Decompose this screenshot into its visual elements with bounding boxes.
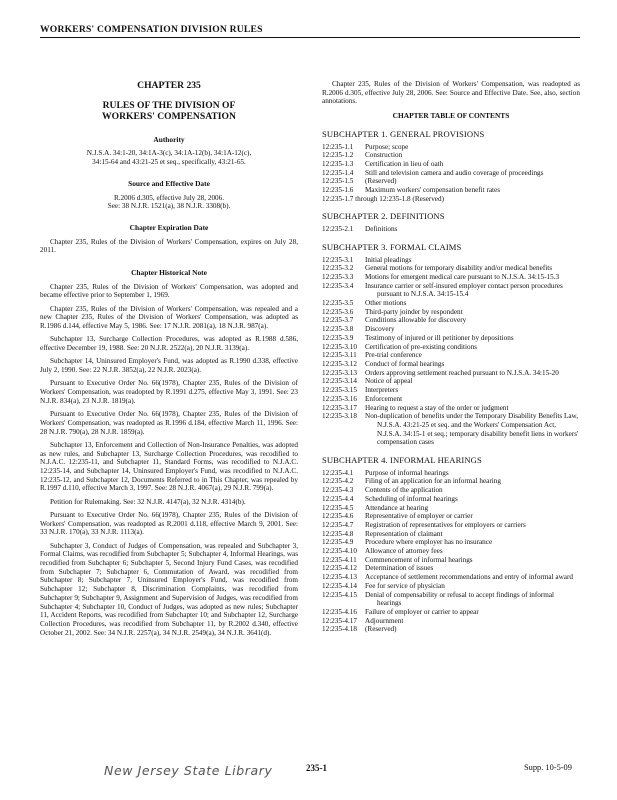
toc-entry [322, 225, 580, 234]
toc-entry [322, 334, 580, 343]
section-title: Hearing to request a stay of the order or judgment [365, 403, 509, 412]
toc-entry [322, 264, 580, 273]
toc-entry [322, 177, 580, 186]
section-number: 12:235-4.7 [322, 520, 354, 529]
section-number: 12:235-4.3 [322, 486, 354, 495]
section-number: 12:235-2.1 [322, 225, 354, 234]
source-line1: R.2006 d.305, effective July 28, 2006. [113, 193, 225, 202]
toc-entry [322, 143, 580, 152]
page-number: 235-1 [306, 763, 327, 773]
history-note: Pursuant to Executive Order No. 66(1978), Chapter 235, Rules of the Division of Workers' Compensation, was readopted as R.2001 d.118, effective March 9, 2001. See: 33 N.J.R. 170(a), 33 N.J.R. 1113(a). [40, 510, 298, 537]
section-number: 12:235-3.12 [322, 359, 357, 368]
section-number: 12:235-4.2 [322, 477, 354, 486]
section-title: Definitions [365, 225, 398, 234]
toc-heading: CHAPTER TABLE OF CONTENTS [392, 111, 510, 121]
section-number: 12:235-3.17 [322, 403, 357, 412]
section-number: 12:235-4.1 [322, 468, 354, 477]
section-number: 12:235-3.3 [322, 272, 354, 281]
source-heading: Source and Effective Date [128, 178, 210, 188]
section-title: Certification in lieu of oath [365, 159, 444, 168]
section-number: 12:235-3.10 [322, 342, 357, 351]
section-title: Adjournment [365, 616, 404, 625]
section-number: 12:235-4.4 [322, 494, 354, 503]
toc-entry [322, 538, 580, 547]
toc-entry [322, 316, 580, 325]
section-title: Still and television camera and audio coverage of proceedings [365, 168, 544, 177]
section-title: Attendance at hearing [365, 503, 429, 512]
chapter-number: CHAPTER 235 [137, 80, 201, 91]
section-number: 12:235-3.2 [322, 264, 354, 273]
section-number: 12:235-3.9 [322, 333, 354, 342]
section-title: Denial of compensability or refusal to accept findings of informal hearings [365, 590, 555, 608]
toc-entry [322, 512, 580, 521]
section-title: Maximum workers' compensation benefit rates [365, 186, 501, 195]
toc-entry [322, 360, 580, 369]
section-title: Pre-trial conference [365, 351, 422, 360]
section-number: 12:235-3.4 [322, 281, 354, 290]
toc-entry [322, 521, 580, 530]
running-head: WORKERS' COMPENSATION DIVISION RULES [40, 24, 580, 38]
toc-entry [322, 308, 580, 317]
toc-entry [322, 504, 580, 513]
section-title: Acceptance of settlement recommendations and entry of informal award [365, 573, 573, 582]
toc-entry [322, 412, 580, 447]
section-number: 12:235-4.5 [322, 503, 354, 512]
history-note: Subchapter 13, Surcharge Collection Procedures, was adopted as R.1988 d.586, effective December 19, 1988. See: 20 N.J.R. 2522(a), 20 N.J.R. 3139(a). [40, 335, 298, 353]
section-title: Representative of employer or carrier [365, 512, 473, 521]
toc-entry [322, 404, 580, 413]
right-column [322, 80, 580, 634]
toc-entry [322, 573, 580, 582]
chapter-title-line2: WORKERS' COMPENSATION [102, 111, 236, 123]
section-title: Discovery [365, 325, 395, 334]
section-title: Scheduling of informal hearings [365, 494, 458, 503]
history-notes [40, 283, 298, 638]
section-title: Failure of employer or carrier to appear [365, 607, 479, 616]
section-number: 12:235-4.14 [322, 581, 357, 590]
section-title: Insurance carrier or self-insured employer contact person procedures pursuant to N.J.S.A. 34:15-15.4 [365, 281, 563, 299]
section-number: 12:235-1.4 [322, 168, 354, 177]
toc-entry [322, 625, 580, 634]
section-number: 12:235-4.9 [322, 538, 354, 547]
toc-entry [322, 486, 580, 495]
section-number: 12:235-1.2 [322, 151, 354, 160]
source-line2: See: 38 N.J.R. 1521(a), 38 N.J.R. 3308(b). [107, 202, 231, 211]
history-note: Pursuant to Executive Order No. 66(1978), Chapter 235, Rules of the Division of Workers' Compensation, was readopted by R.1991 d.275, effective May 3, 1991. See: 23 N.J.R. 834(a), 23 N.J.R. 1819(a). [40, 379, 298, 405]
section-number: 12:235-3.5 [322, 299, 354, 308]
section-number: 12:235-3.8 [322, 325, 354, 334]
toc-entry [322, 582, 580, 591]
section-title: Testimony of injured or ill petitioner by depositions [365, 333, 514, 342]
section-title: Motions for emergent medical care pursuant to N.J.S.A. 34:15-15.3 [365, 272, 560, 281]
section-number: 12:235-3.11 [322, 351, 357, 360]
toc-entry-range: 12:235-1.7 through 12:235-1.8 (Reserved) [322, 194, 444, 203]
section-number: 12:235-4.11 [322, 555, 357, 564]
section-number: 12:235-1.1 [322, 142, 354, 151]
toc-entry [322, 564, 580, 573]
history-note: Chapter 235, Rules of the Division of Workers' Compensation, was adopted and became effective prior to September 1, 1969. [40, 282, 298, 300]
section-title: Initial pleadings [365, 255, 412, 264]
section-title: Procedure where employer has no insurance [365, 538, 493, 547]
toc-entry [322, 495, 580, 504]
subchapter-heading: SUBCHAPTER 3. FORMAL CLAIMS [322, 241, 462, 252]
authority-heading: Authority [153, 134, 185, 144]
toc-entry [322, 477, 580, 486]
history-heading: Chapter Historical Note [131, 268, 207, 278]
history-note: Subchapter 14, Uninsured Employer's Fund, was adopted as R.1990 d.338, effective July 2, 1990. See: 22 N.J.R. 3852(a), 22 N.J.R. 2023(a). [40, 357, 298, 375]
section-number: 12:235-4.6 [322, 512, 354, 521]
section-title: Filing of an application for an informal hearing [365, 477, 501, 486]
section-title: Enforcement [365, 394, 403, 403]
readoption-note: Chapter 235, Rules of the Division of Workers' Compensation, was readopted as R.2006 d.305, effective July 28, 2006. See: Source and Effective Date. See, also, section annotations. [322, 80, 580, 106]
library-stamp: New Jersey State Library [104, 763, 273, 778]
section-number: 12:235-3.18 [322, 412, 357, 421]
section-number: 12:235-4.17 [322, 616, 357, 625]
toc-entry [322, 299, 580, 308]
section-title: (Reserved) [365, 177, 397, 186]
section-title: Third-party joinder by respondent [365, 307, 463, 316]
section-number: 12:235-1.6 [322, 186, 354, 195]
section-title: Fee for service of physician [365, 581, 445, 590]
toc-entry [322, 556, 580, 565]
section-number: 12:235-4.15 [322, 590, 357, 599]
toc-entry [322, 395, 580, 404]
section-title: Orders approving settlement reached pursuant to N.J.S.A. 34:15-20 [365, 368, 559, 377]
expiration-heading: Chapter Expiration Date [129, 222, 209, 232]
toc-entry [322, 547, 580, 556]
history-note: Petition for Rulemaking. See: 32 N.J.R. 4147(a), 32 N.J.R. 4314(b). [50, 497, 246, 506]
section-title: Interpreters [365, 386, 399, 395]
toc-entry [322, 169, 580, 178]
section-title: Conduct of formal hearings [365, 359, 445, 368]
section-number: 12:235-4.13 [322, 573, 357, 582]
section-number: 12:235-1.5 [322, 177, 354, 186]
toc-entry [322, 325, 580, 334]
section-number: 12:235-3.16 [322, 394, 357, 403]
subchapter-heading: SUBCHAPTER 4. INFORMAL HEARINGS [322, 455, 482, 466]
toc-entry [322, 369, 580, 378]
expiration-text: Chapter 235, Rules of the Division of Workers' Compensation, expires on July 28, 2011. [40, 237, 298, 255]
section-title: Non-duplication of benefits under the Temporary Disability Benefits Law, N.J.S.A. 43:21-25 et seq. and the Workers' Compensation Act, N.J.S.A. 34:15-1 et seq.; temporary disability benefit liens in workers' compensation cases [365, 412, 579, 447]
section-number: 12:235-1.3 [322, 159, 354, 168]
toc-entry [322, 469, 580, 478]
section-number: 12:235-4.10 [322, 547, 357, 556]
section-title: Allowance of attorney fees [365, 547, 443, 556]
authority-line2: 34:15-64 and 43:21-25 et seq., specifically, 43:21-65. [92, 158, 246, 167]
toc-entry [322, 351, 580, 360]
section-title: Certification of pre-existing conditions [365, 342, 477, 351]
section-number: 12:235-3.15 [322, 386, 357, 395]
section-title: Representation of claimant [365, 529, 443, 538]
section-title: Other motions [365, 299, 407, 308]
section-title: Purpose of informal hearings [365, 468, 449, 477]
toc-entry [322, 386, 580, 395]
history-note: Chapter 235, Rules of the Division of Workers' Compensation, was repealed and a new Chapter 235, Rules of the Division of Workers' Compensation, was adopted as R.1986 d.144, effective May 5, 1986. See: 17 N.J.R. 2081(a), 18 N.J.R. 987(a). [40, 304, 298, 331]
section-number: 12:235-4.12 [322, 564, 357, 573]
section-number: 12:235-3.7 [322, 316, 354, 325]
table-of-contents [322, 130, 580, 634]
toc-entry [322, 160, 580, 169]
section-title: (Reserved) [365, 625, 397, 634]
section-title: General motions for temporary disability and/or medical benefits [365, 264, 553, 273]
toc-entry [322, 186, 580, 195]
section-title: Construction [365, 151, 403, 160]
section-number: 12:235-3.6 [322, 307, 354, 316]
section-title: Purpose; scope [365, 142, 409, 151]
section-number: 12:235-3.13 [322, 368, 357, 377]
authority-line1: N.J.S.A. 34:1-20, 34:1A-3(c), 34:1A-12(b), 34:1A-12(c), [86, 149, 252, 158]
supplement-date: Supp. 10-5-09 [524, 763, 572, 772]
toc-entry [322, 608, 580, 617]
chapter-title-line1: RULES OF THE DIVISION OF [102, 99, 236, 111]
section-number: 12:235-4.8 [322, 529, 354, 538]
toc-entry [322, 273, 580, 282]
section-number: 12:235-4.18 [322, 625, 357, 634]
left-column [40, 80, 298, 642]
toc-entry [322, 343, 580, 352]
section-title: Registration of representatives for employers or carriers [365, 520, 526, 529]
section-title: Commencement of informal hearings [365, 555, 473, 564]
toc-entry [322, 591, 580, 608]
section-title: Conditions allowable for discovery [365, 316, 467, 325]
toc-entry [322, 151, 580, 160]
history-note: Pursuant to Executive Order No. 66(1978), Chapter 235, Rules of the Division of Workers' Compensation, was readopted as R.1996 d.184, effective March 11, 1996. See: 28 N.J.R. 790(a), 28 N.J.R. 1859(a). [40, 410, 298, 436]
toc-entry [322, 617, 580, 626]
history-note: Subchapter 13, Enforcement and Collection of Non-Insurance Penalties, was adopted as new rules, and Subchapter 13, Surcharge Collection Procedures, was recodified to N.J.A.C. 12:235-11, and Subchapter 11, Standard Forms, was recodified to N.J.A.C. 12:235-14, and Subchapter 14, Uninsured Employer's Fund, was recodified to N.J.A.C. 12:235-12, and Subchapter 12, Documents Referred to in This Chapter, was repealed by R.1997 d.110, effective March 3, 1997. See: 28 N.J.R. 4067(a), 29 N.J.R. 799(a). [40, 440, 298, 493]
section-number: 12:235-4.16 [322, 607, 357, 616]
toc-entry [322, 256, 580, 265]
section-number: 12:235-3.1 [322, 255, 354, 264]
toc-entry [322, 282, 580, 299]
subchapter-heading: SUBCHAPTER 1. GENERAL PROVISIONS [322, 128, 485, 139]
subchapter-heading: SUBCHAPTER 2. DEFINITIONS [322, 211, 445, 222]
toc-entry [322, 530, 580, 539]
section-number: 12:235-3.14 [322, 377, 357, 386]
section-title: Determination of issues [365, 564, 434, 573]
section-title: Notice of appeal [365, 377, 413, 386]
toc-entry [322, 377, 580, 386]
section-title: Contents of the application [365, 486, 443, 495]
history-note: Subchapter 3, Conduct of Judges of Compensation, was repealed and Subchapter 3, Formal Claims, was recodified from Subchapter 5; Subchapter 4, Informal Hearings, was recodified from Subchapter 6; Subchapter 5, Second Injury Fund Cases, was recodified from Subchapter 7; Subchapter 6, Commutation of Award, was recodified from Subchapter 8; Subchapter 7, Uninsured Employer's Fund, was recodified from Subchapter 12; Subchapter 8, Discrimination Complaints, was recodified from Subchapter 9; Subchapter 9, Assignment and Supervision of Judges, was recodified from Subchapter 4; Subchapter 10, Conduct of Judges, was adopted as new rules; Subchapter 11, Accident Reports, was recodified from Subchapter 10; and Subchapter 12, Surcharge Collection Procedures, was recodified from Subchapter 11, by R.2002 d.340, effective October 21, 2002. See: 34 N.J.R. 2257(a), 34 N.J.R. 2549(a), 34 N.J.R. 3641(d). [40, 541, 298, 637]
